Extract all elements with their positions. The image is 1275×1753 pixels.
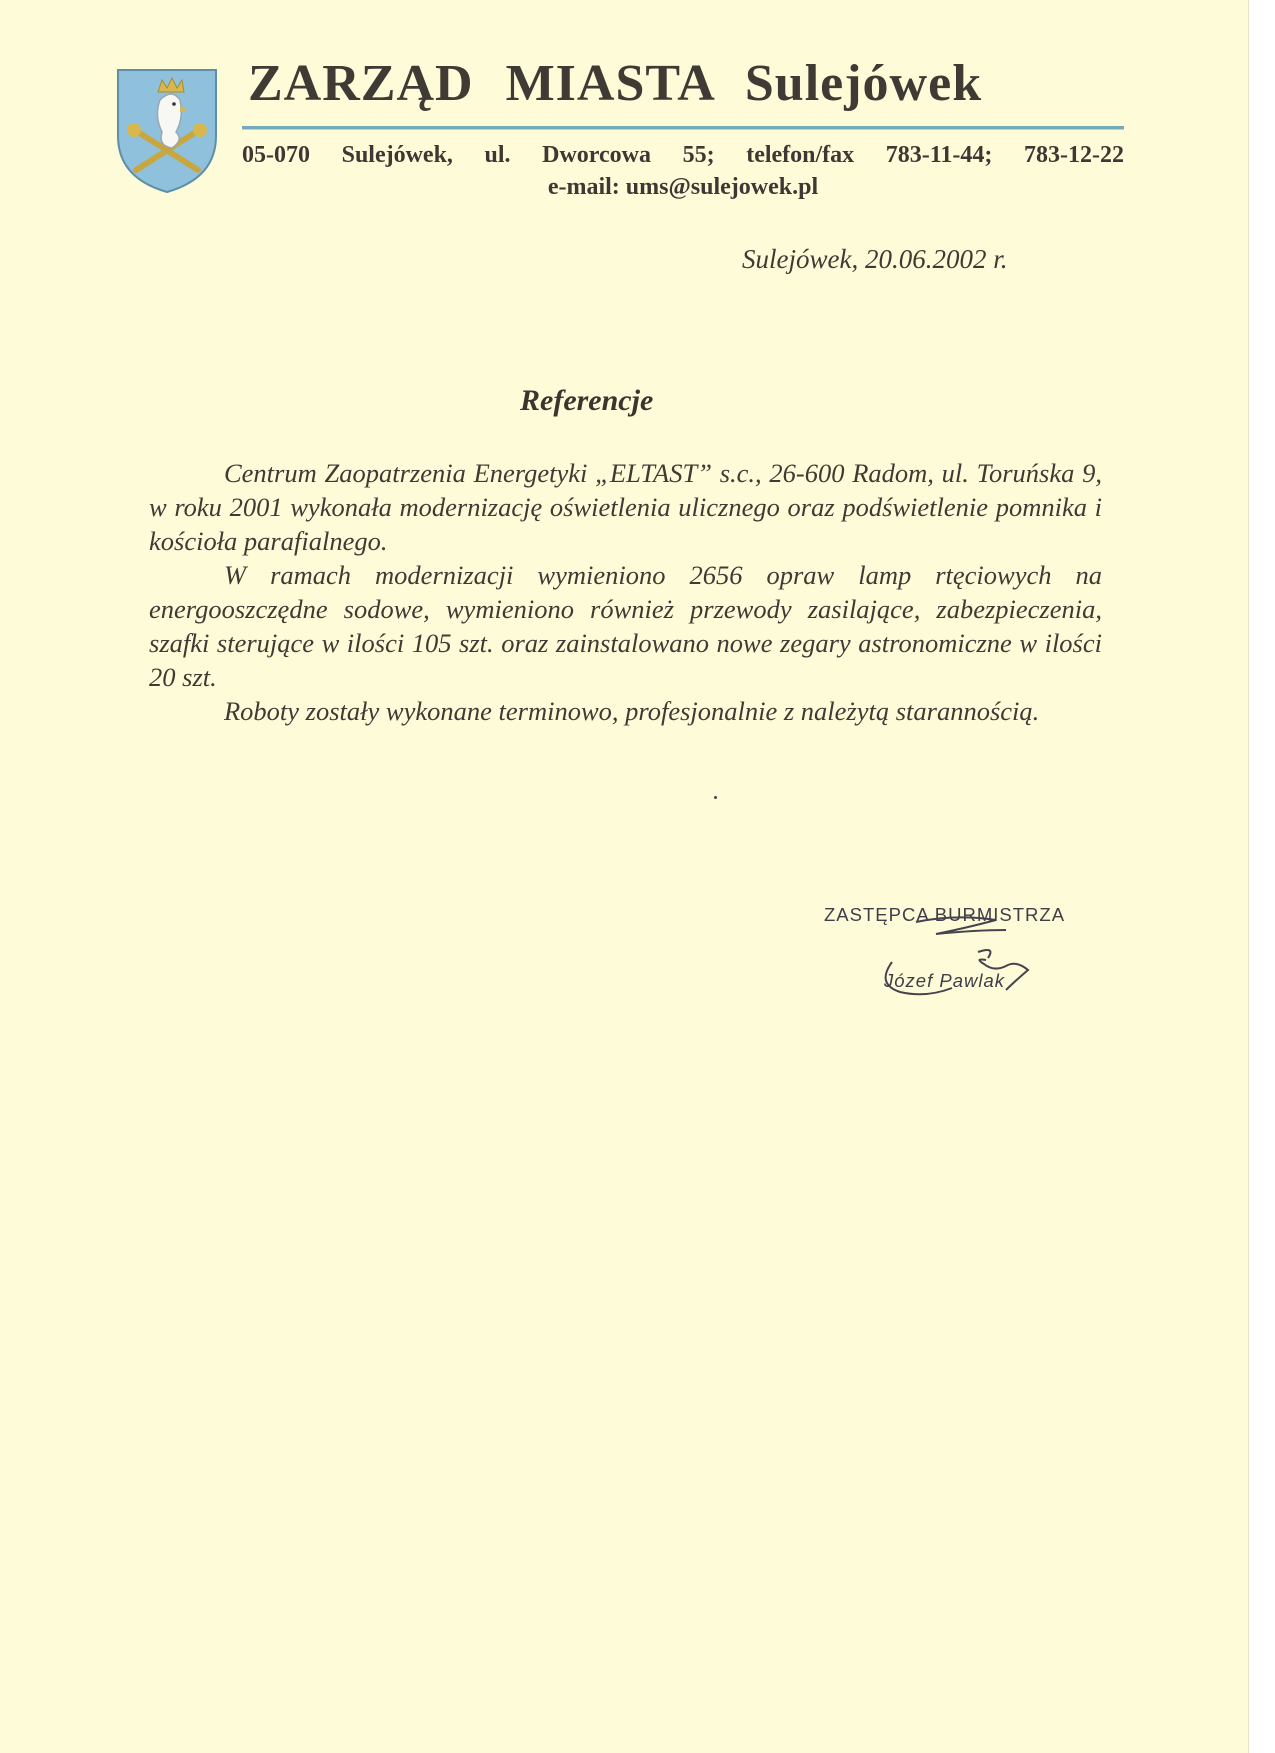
signatory-name-stamp: Józef Pawlak <box>884 970 1005 991</box>
signatory-role-stamp: ZASTĘPCA BURMISTRZA <box>824 904 1066 925</box>
ink-dot <box>714 796 717 799</box>
letter-date: Sulejówek, 20.06.2002 r. <box>742 244 1008 274</box>
organization-address: 05-070 Sulejówek, ul. Dworcowa 55; telefon/fax 783-11-44; 783-12-22 <box>242 142 1124 168</box>
header-divider <box>242 126 1124 130</box>
letter-body <box>149 456 1102 728</box>
coat-of-arms-icon <box>114 66 220 196</box>
letter-heading: Referencje <box>520 384 654 417</box>
letter-paragraph: Centrum Zaopatrzenia Energetyki „ELTAST” s.c., 26-600 Radom, ul. Toruńska 9, w roku 2001 wykonała modernizację oświetlenia ulicznego oraz podświetlenie pomnika i kościoła parafialnego. <box>149 458 1102 556</box>
organization-title: ZARZĄD MIASTA Sulejówek <box>248 55 983 112</box>
letter-paragraph: W ramach modernizacji wymieniono 2656 opraw lamp rtęciowych na energooszczędne sodowe, wymieniono również przewody zasilające, zabezpieczenia, szafki sterujące w ilości 105 szt. oraz zainstalowano nowe zegary astronomiczne w ilości 20 szt. <box>149 560 1102 692</box>
organization-email: e-mail: ums@sulejowek.pl <box>547 174 819 200</box>
letter-paragraph: Roboty zostały wykonane terminowo, profesjonalnie z należytą starannością. <box>224 696 1040 726</box>
